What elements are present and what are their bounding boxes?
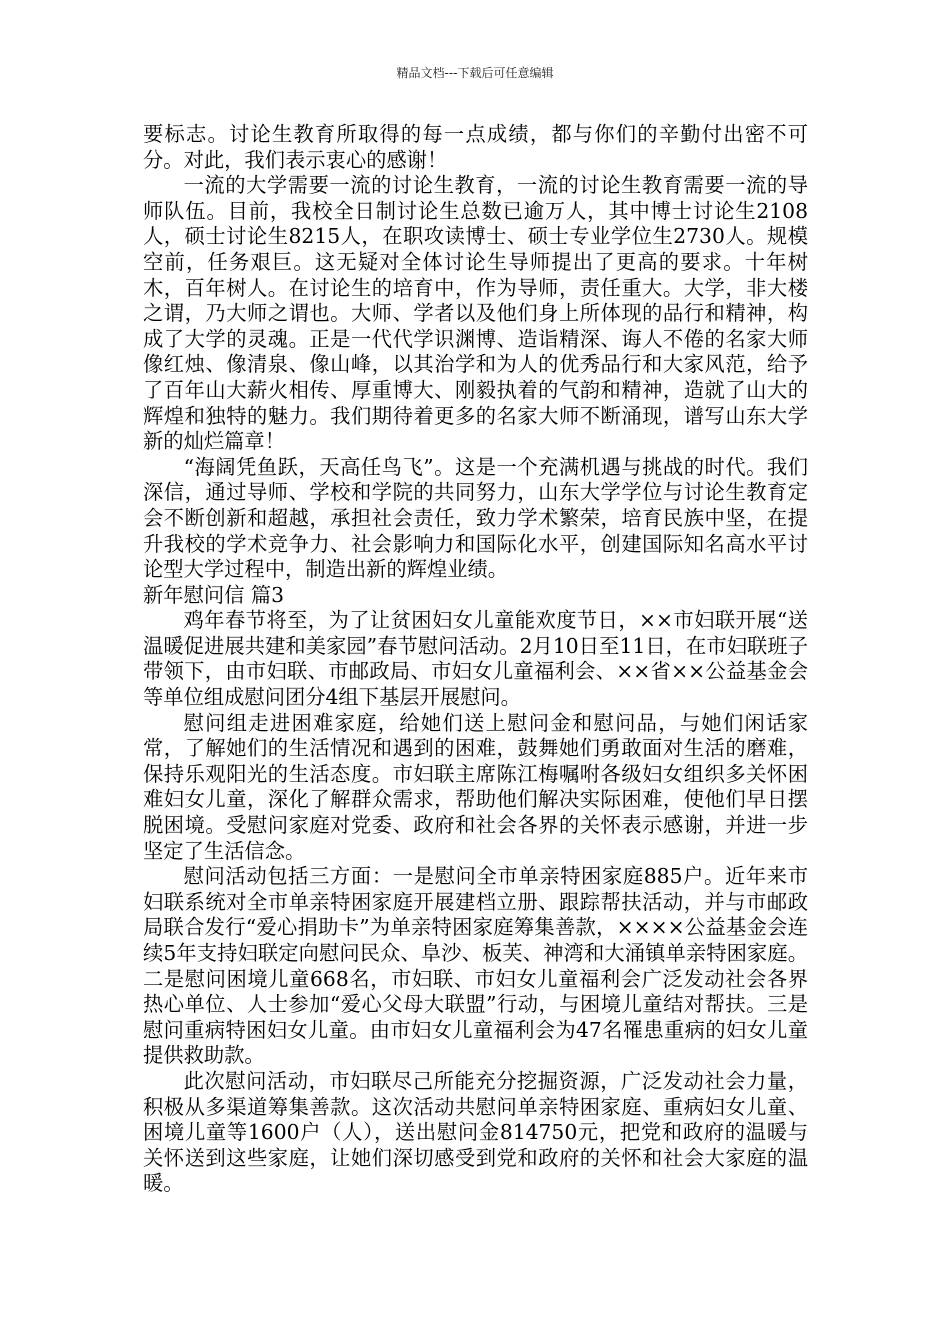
paragraph: 慰问组走进困难家庭，给她们送上慰问金和慰问品，与她们闲话家常，了解她们的生活情况和遇到的困难，鼓舞她们勇敢面对生活的磨难，保持乐观阳光的生活态度。市妇联主席陈江梅嘱咐各级妇女组织多关怀困难妇女儿童，深化了解群众需求，帮助他们解决实际困难，使他们早日摆脱困境。受慰问家庭对党委、政府和社会各界的关怀表示感谢，并进一步坚定了生活信念。 [143, 710, 808, 863]
paragraph: 此次慰问活动，市妇联尽己所能充分挖掘资源，广泛发动社会力量，积极从多渠道筹集善款。这次活动共慰问单亲特困家庭、重病妇女儿童、困境儿童等1600户（人），送出慰问金814750元，把党和政府的温暖与关怀送到这些家庭，让她们深切感受到党和政府的关怀和社会大家庭的温暖。 [143, 1068, 808, 1196]
section-heading: 新年慰问信 篇3 [143, 582, 285, 607]
paragraph: 鸡年春节将至，为了让贫困妇女儿童能欢度节日，××市妇联开展“送温暖促进展共建和美家园”春节慰问活动。2月10日至11日，在市妇联班子带领下，由市妇联、市邮政局、市妇女儿童福利会、××省××公益基金会等单位组成慰问团分4组下基层开展慰问。 [143, 608, 808, 710]
paragraph: 慰问活动包括三方面：一是慰问全市单亲特困家庭885户。近年来市妇联系统对全市单亲特困家庭开展建档立册、跟踪帮扶活动，并与市邮政局联合发行“爱心捐助卡”为单亲特困家庭筹集善款，××××公益基金会连续5年支持妇联定向慰问民众、阜沙、板芙、神湾和大涌镇单亲特困家庭。二是慰问困境儿童668名，市妇联、市妇女儿童福利会广泛发动社会各界热心单位、人士参加“爱心父母大联盟”行动，与困境儿童结对帮扶。三是慰问重病特困妇女儿童。由市妇女儿童福利会为47名罹患重病的妇女儿童提供救助款。 [143, 864, 808, 1068]
page-header: 精品文档---下载后可任意编辑 [396, 66, 554, 80]
document-body [143, 122, 808, 1197]
paragraph: 一流的大学需要一流的讨论生教育，一流的讨论生教育需要一流的导师队伍。目前，我校全日制讨论生总数已逾万人，其中博士讨论生2108人，硕士讨论生8215人，在职攻读博士、硕士专业学位生2730人。规模空前，任务艰巨。这无疑对全体讨论生导师提出了更高的要求。十年树木，百年树人。在讨论生的培育中，作为导师，责任重大。大学，非大楼之谓，乃大师之谓也。大师、学者以及他们身上所体现的品行和精神，构成了大学的灵魂。正是一代代学识渊博、造诣精深、诲人不倦的名家大师像红烛、像清泉、像山峰，以其治学和为人的优秀品行和大家风范，给予了百年山大薪火相传、厚重博大、刚毅执着的气韵和精神，造就了山大的辉煌和独特的魅力。我们期待着更多的名家大师不断涌现，谱写山东大学新的灿烂篇章！ [143, 173, 808, 454]
paragraph: 要标志。讨论生教育所取得的每一点成绩，都与你们的辛勤付出密不可分。对此，我们表示衷心的感谢！ [143, 122, 808, 172]
paragraph: “海阔凭鱼跃，天高任鸟飞”。这是一个充满机遇与挑战的时代。我们深信，通过导师、学校和学院的共同努力，山东大学学位与讨论生教育定会不断创新和超越，承担社会责任，致力学术繁荣，培育民族中坚，在提升我校的学术竞争力、社会影响力和国际化水平，创建国际知名高水平讨论型大学过程中，制造出新的辉煌业绩。 [143, 454, 808, 582]
